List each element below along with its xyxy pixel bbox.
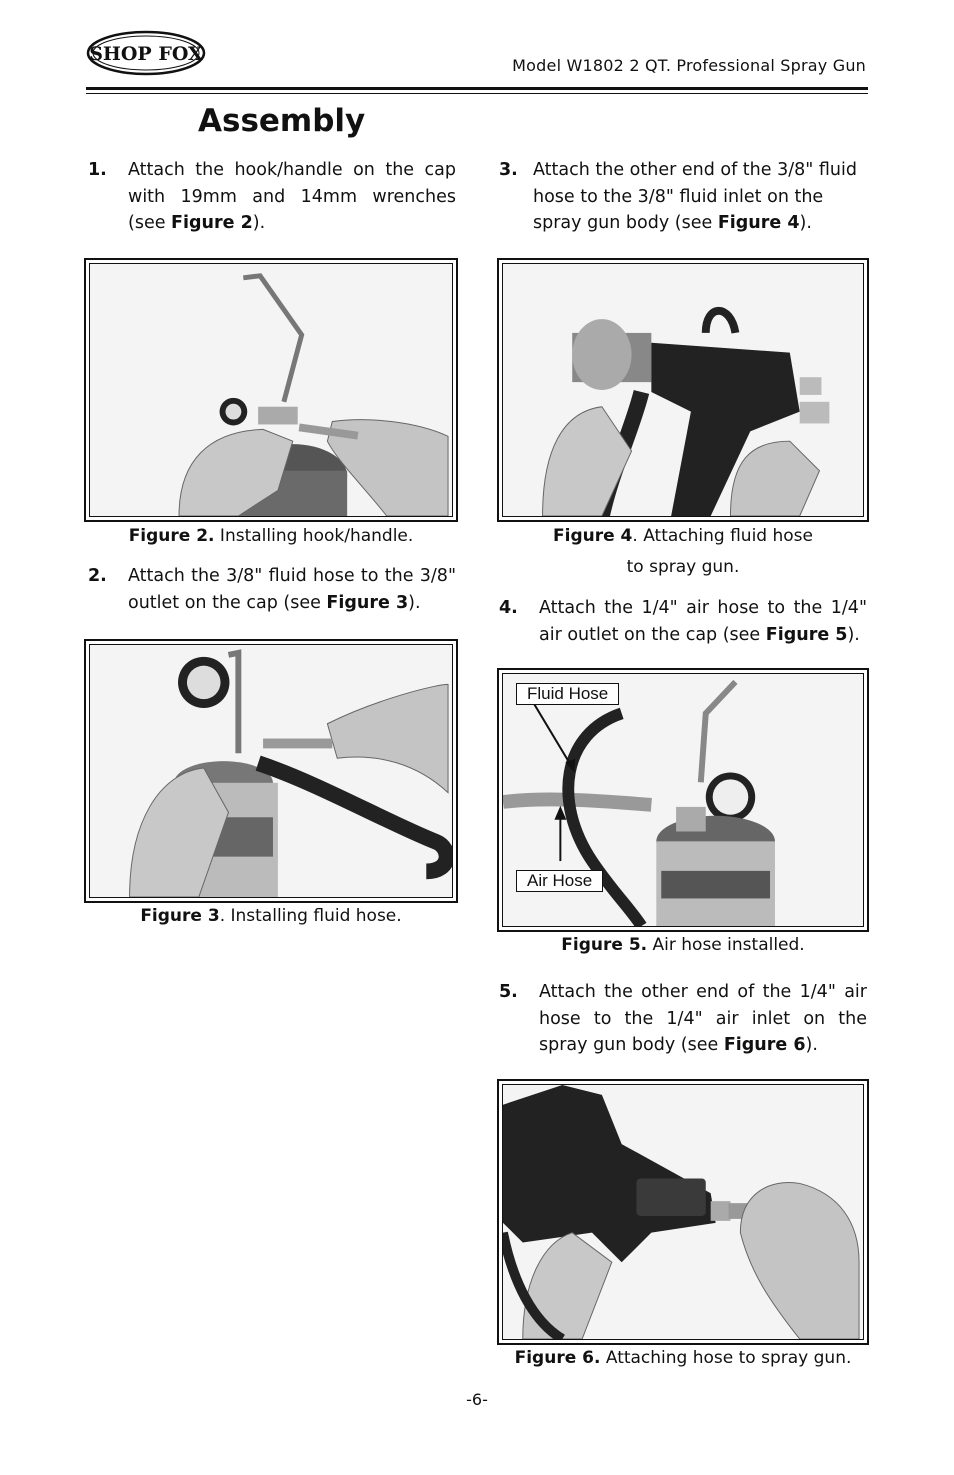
step-number: 4. <box>499 598 518 618</box>
figure-ref: Figure 5 <box>765 624 848 645</box>
fraction: 3/8 <box>777 160 806 180</box>
fraction: 1/4 <box>641 598 670 618</box>
step-text: Attach the other end of the 3/8" fluid hose to the 3/8" fluid inlet on the spray gun body (see Figure 4). <box>533 160 857 233</box>
figure-ref: Figure 6 <box>723 1035 806 1055</box>
fraction: 3/8 <box>637 186 666 207</box>
figure-4-photo <box>502 263 864 517</box>
shop-fox-logo <box>86 30 206 76</box>
step-text: Attach the 3/8" fluid hose to the 3/8" outlet on the cap (see Figure 3). <box>128 566 457 613</box>
figure-ref: Figure 2 <box>171 213 253 233</box>
step-number: 3. <box>499 160 518 180</box>
logo-text: SHOP FOX <box>89 43 203 65</box>
fraction: 3/8 <box>226 566 255 586</box>
step-text: Attach the hook/handle on the cap with 19mm and 14mm wrenches (see Figure 2). <box>128 160 456 233</box>
figure-6-caption: Figure 6. Attaching hose to spray gun. <box>514 1348 852 1368</box>
figure-3-caption: Figure 3. Installing fluid hose. <box>140 906 402 926</box>
step-number: 2. <box>88 566 107 586</box>
fraction: 3/8 <box>419 566 448 586</box>
fluid-hose-callout: Fluid Hose <box>516 683 619 705</box>
figure-2-photo <box>89 263 453 517</box>
section-heading: Assembly <box>198 103 366 139</box>
step-2 <box>88 563 456 623</box>
fraction: 1/4 <box>830 598 859 618</box>
figure-3-frame <box>84 639 458 903</box>
step-1 <box>88 157 456 237</box>
header-rule <box>86 87 868 90</box>
figure-6-frame <box>497 1079 869 1345</box>
air-hose-callout: Air Hose <box>516 870 603 892</box>
figure-3-photo <box>89 644 453 898</box>
figure-ref: Figure 3 <box>326 592 409 613</box>
figure-5-frame <box>497 668 869 932</box>
step-number: 1. <box>88 160 107 180</box>
figure-4-caption: Figure 4. Attaching fluid hose <box>553 526 813 546</box>
fraction: 1/4 <box>799 982 828 1002</box>
step-number: 5. <box>499 982 518 1002</box>
figure-6-photo <box>502 1084 864 1340</box>
step-3 <box>499 157 867 237</box>
step-text: Attach the 1/4" air hose to the 1/4" air outlet on the cap (see Figure 5). <box>539 598 867 645</box>
header-title: Model W1802 2 QT. Professional Spray Gun <box>512 56 866 75</box>
header-rule-thin <box>86 93 868 94</box>
figure-2-caption: Figure 2. Installing hook/handle. <box>128 526 414 546</box>
figure-2-frame <box>84 258 458 522</box>
step-5 <box>499 979 867 1064</box>
figure-ref: Figure 4 <box>717 213 800 233</box>
step-text: Attach the other end of the 1/4" air hose to the 1/4" air inlet on the spray gun body (see Figure 6). <box>539 982 867 1055</box>
figure-4-caption-line2: to spray gun. <box>626 557 740 577</box>
figure-5-photo <box>502 673 864 927</box>
figure-5-caption: Figure 5. Air hose installed. <box>561 935 805 955</box>
page-number: -6- <box>466 1390 488 1409</box>
fraction: 1/4 <box>666 1008 695 1029</box>
step-4 <box>499 595 867 655</box>
figure-4-frame <box>497 258 869 522</box>
